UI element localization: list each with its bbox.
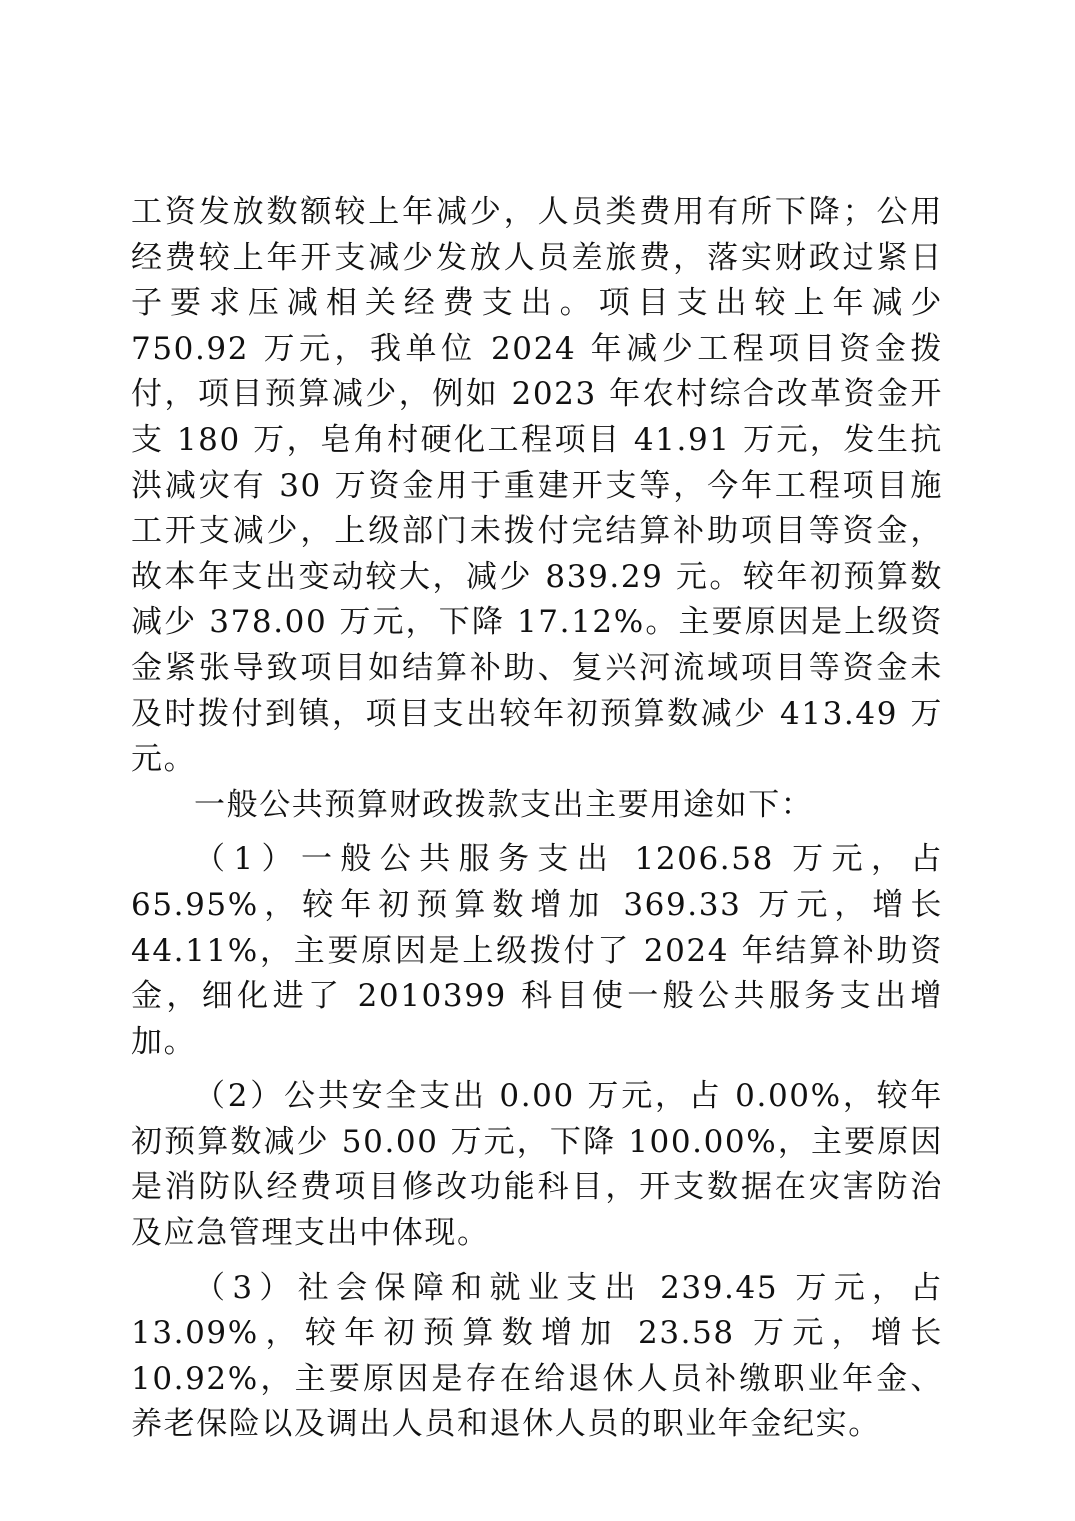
document-body bbox=[131, 190, 943, 1448]
paragraph-social-security: （3）社会保障和就业支出 239.45 万元，占 13.09%，较年初预算数增加 23.58 万元，增长 10.92%，主要原因是存在给退休人员补缴职业年金、养老保险以及调出人员和退休人员的职业年金纪实。 bbox=[131, 1269, 943, 1443]
paragraph-expenditure-changes: 工资发放数额较上年减少，人员类费用有所下降；公用经费较上年开支减少发放人员差旅费，落实财政过紧日子要求压减相关经费支出。项目支出较上年减少 750.92 万元，我单位 2024 年减少工程项目资金拨付，项目预算减少，例如 2023 年农村综合改革资金开支 180 万，皂角村硬化工程项目 41.91 万元，发生抗洪减灾有 30 万资金用于重建开支等，今年工程项目施工开支减少，上级部门未拨付完结算补助项目等资金，故本年支出变动较大，减少 839.29 元。较年初预算数减少 378.00 万元，下降 17.12%。主要原因是上级资金紧张导致项目如结算补助、复兴河流域项目等资金未及时拨付到镇，项目支出较年初预算数减少 413.49 万元。 bbox=[131, 194, 943, 778]
paragraph-main-uses-heading: 一般公共预算财政拨款支出主要用途如下： bbox=[194, 786, 814, 823]
paragraph-public-safety: （2）公共安全支出 0.00 万元，占 0.00%，较年初预算数减少 50.00 万元，下降 100.00%，主要原因是消防队经费项目修改功能科目，开支数据在灾害防治及应急管理支出中体现。 bbox=[131, 1078, 943, 1252]
paragraph-general-public-services: （1）一般公共服务支出 1206.58 万元，占 65.95%，较年初预算数增加 369.33 万元，增长 44.11%，主要原因是上级拨付了 2024 年结算补助资金，细化进了 2010399 科目使一般公共服务支出增加。 bbox=[131, 841, 943, 1060]
